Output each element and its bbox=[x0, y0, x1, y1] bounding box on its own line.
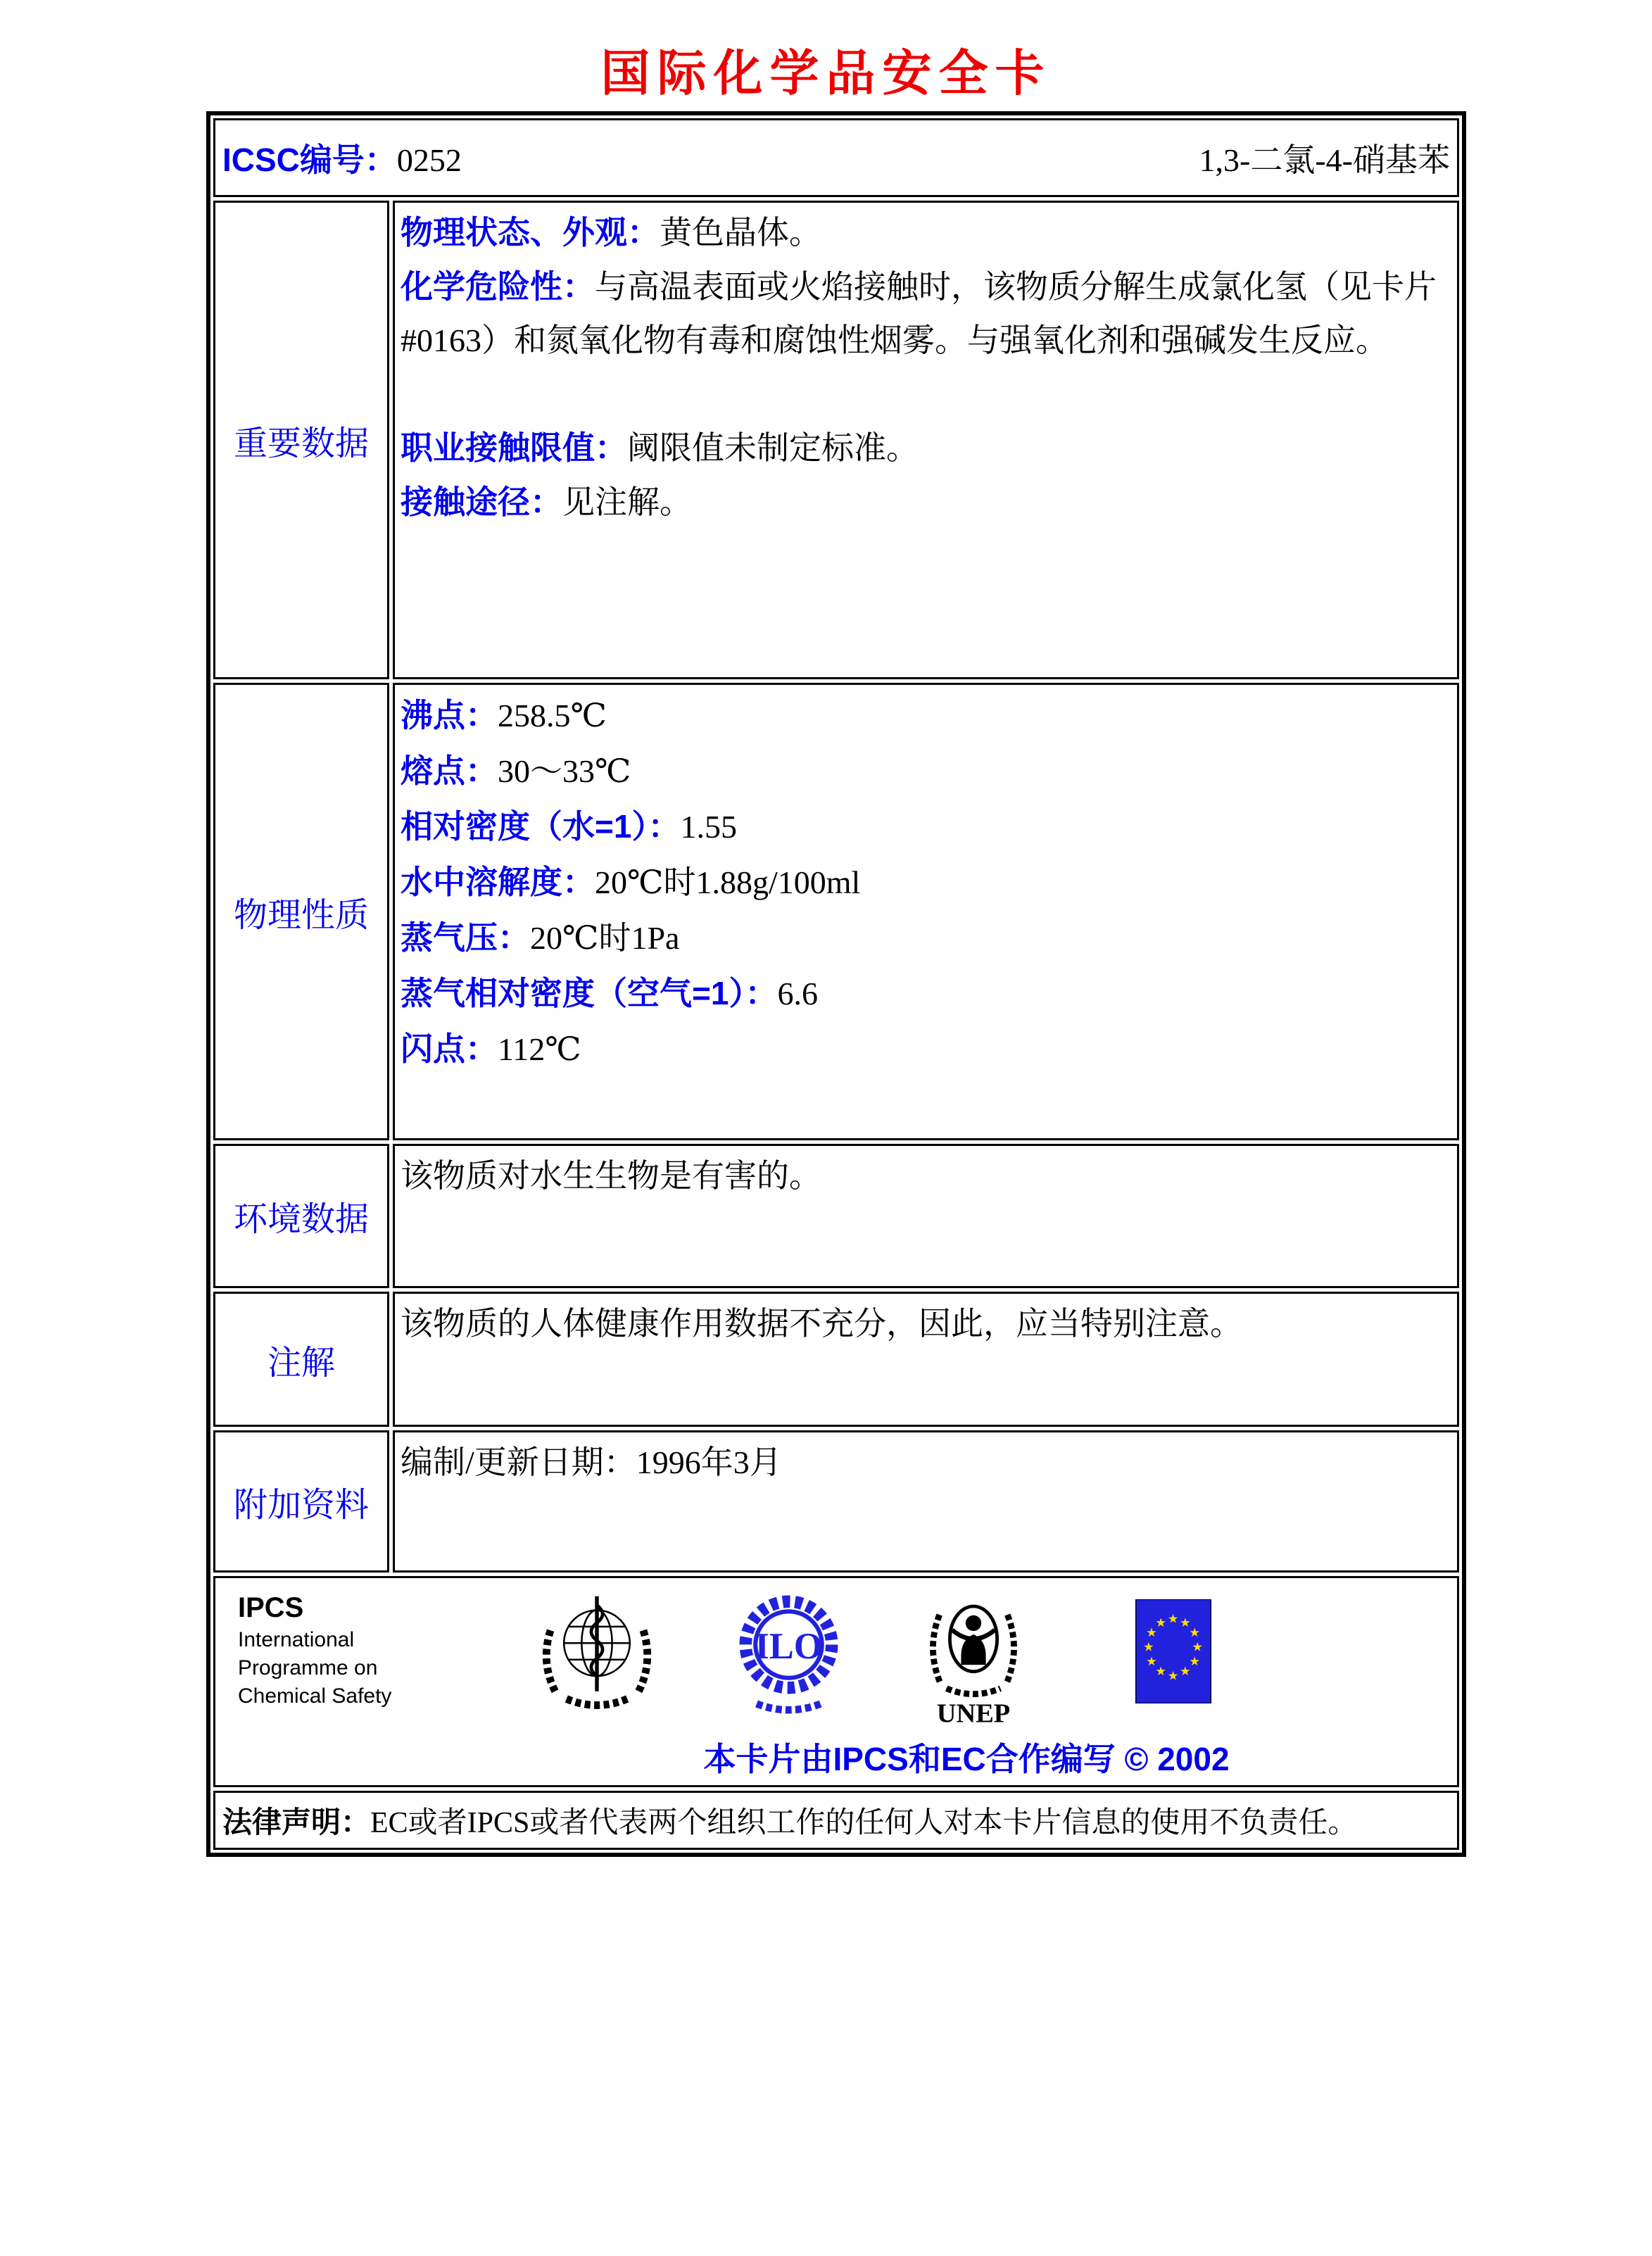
copyright-text: © 2002 bbox=[1124, 1741, 1230, 1777]
notes-row bbox=[213, 1292, 1459, 1427]
section-label-environmental-data: 环境数据 bbox=[213, 1144, 389, 1288]
header-cell bbox=[213, 118, 1459, 197]
footer-cell bbox=[213, 1576, 1459, 1787]
field-relative-density: 相对密度（水=1）：1.55 bbox=[401, 808, 737, 845]
legal-label: 法律声明： bbox=[222, 1806, 371, 1839]
ipcs-title: IPCS bbox=[238, 1592, 304, 1623]
section-label-physical-properties: 物理性质 bbox=[213, 683, 389, 1140]
ipcs-block bbox=[238, 1589, 449, 1710]
page-title: 国际化学品安全卡 bbox=[600, 47, 1052, 101]
icsc-table bbox=[206, 111, 1466, 1857]
svg-text:★: ★ bbox=[1192, 1640, 1203, 1654]
unep-icon bbox=[917, 1589, 1030, 1730]
svg-text:★: ★ bbox=[1180, 1615, 1191, 1630]
svg-text:★: ★ bbox=[1189, 1626, 1200, 1640]
svg-text:★: ★ bbox=[1167, 1612, 1179, 1626]
field-chemical-danger: 化学危险性：与高温表面或火焰接触时，该物质分解生成氯化氢（见卡片#0163）和氮氧化物有毒和腐蚀性烟雾。与强氧化剂和强碱发生反应。 bbox=[401, 268, 1437, 358]
field-vapor-pressure: 蒸气压：20℃时1Pa bbox=[401, 919, 680, 956]
important-data-content bbox=[393, 201, 1459, 679]
legal-text: EC或者IPCS或者代表两个组织工作的任何人对本卡片信息的使用不负责任。 bbox=[370, 1807, 1358, 1839]
legal-cell bbox=[213, 1791, 1459, 1850]
section-label-additional-info: 附加资料 bbox=[213, 1430, 389, 1573]
physical-properties-content bbox=[393, 683, 1459, 1140]
chemical-name: 1,3-二氯-4-硝基苯 bbox=[1199, 142, 1450, 178]
svg-text:★: ★ bbox=[1155, 1665, 1166, 1679]
svg-text:★: ★ bbox=[1155, 1615, 1166, 1630]
field-flash-point: 闪点：112℃ bbox=[401, 1031, 581, 1067]
svg-text:★: ★ bbox=[1146, 1654, 1157, 1668]
who-icon bbox=[534, 1589, 660, 1723]
section-label-important-data: 重要数据 bbox=[213, 201, 389, 679]
environmental-data-row bbox=[213, 1144, 1459, 1288]
svg-text:★: ★ bbox=[1146, 1626, 1157, 1640]
eu-flag-icon bbox=[1135, 1599, 1211, 1707]
ipcs-line1: International bbox=[238, 1628, 355, 1651]
svg-text:★: ★ bbox=[1167, 1669, 1179, 1683]
icsc-number-label: ICSC编号： bbox=[222, 141, 397, 178]
field-boiling-point: 沸点：258.5℃ bbox=[401, 697, 607, 733]
field-exposure-routes: 接触途径：见注解。 bbox=[401, 484, 692, 520]
icsc-number-group bbox=[222, 134, 462, 181]
svg-text:★: ★ bbox=[1180, 1665, 1191, 1679]
icsc-number-value: 0252 bbox=[396, 142, 462, 178]
important-data-row bbox=[213, 201, 1459, 679]
notes-text: 该物质的人体健康作用数据不充分，因此，应当特别注意。 bbox=[401, 1306, 1242, 1342]
environmental-data-content bbox=[393, 1144, 1459, 1288]
ilo-icon bbox=[727, 1589, 850, 1723]
additional-info-row bbox=[213, 1430, 1459, 1573]
additional-info-text: 编制/更新日期：1996年3月 bbox=[401, 1444, 782, 1480]
field-occupational-exposure-limit: 职业接触限值：阈限值未制定标准。 bbox=[401, 429, 919, 466]
field-vapor-relative-density: 蒸气相对密度（空气=1）：6.6 bbox=[401, 975, 818, 1012]
footer-row bbox=[213, 1576, 1459, 1787]
section-label-notes: 注解 bbox=[213, 1292, 389, 1427]
environmental-data-text: 该物质对水生生物是有害的。 bbox=[401, 1158, 821, 1194]
field-physical-state: 物理状态、外观：黄色晶体。 bbox=[401, 214, 821, 251]
notes-content bbox=[393, 1292, 1459, 1427]
field-water-solubility: 水中溶解度：20℃时1.88g/100ml bbox=[401, 864, 861, 900]
legal-row bbox=[213, 1791, 1459, 1850]
ipcs-line2: Programme on bbox=[238, 1656, 378, 1680]
unep-text: UNEP bbox=[936, 1699, 1011, 1727]
ipcs-line3: Chemical Safety bbox=[238, 1684, 392, 1708]
partnership-caption: 本卡片由IPCS和EC合作编写 © 2002 bbox=[703, 1741, 1230, 1777]
additional-info-content bbox=[393, 1430, 1459, 1573]
svg-text:★: ★ bbox=[1143, 1640, 1154, 1654]
field-melting-point: 熔点：30～33℃ bbox=[401, 752, 631, 789]
ilo-text: ILO bbox=[755, 1625, 823, 1667]
physical-properties-row bbox=[213, 683, 1459, 1140]
svg-text:★: ★ bbox=[1189, 1654, 1200, 1668]
header-row bbox=[213, 118, 1459, 197]
